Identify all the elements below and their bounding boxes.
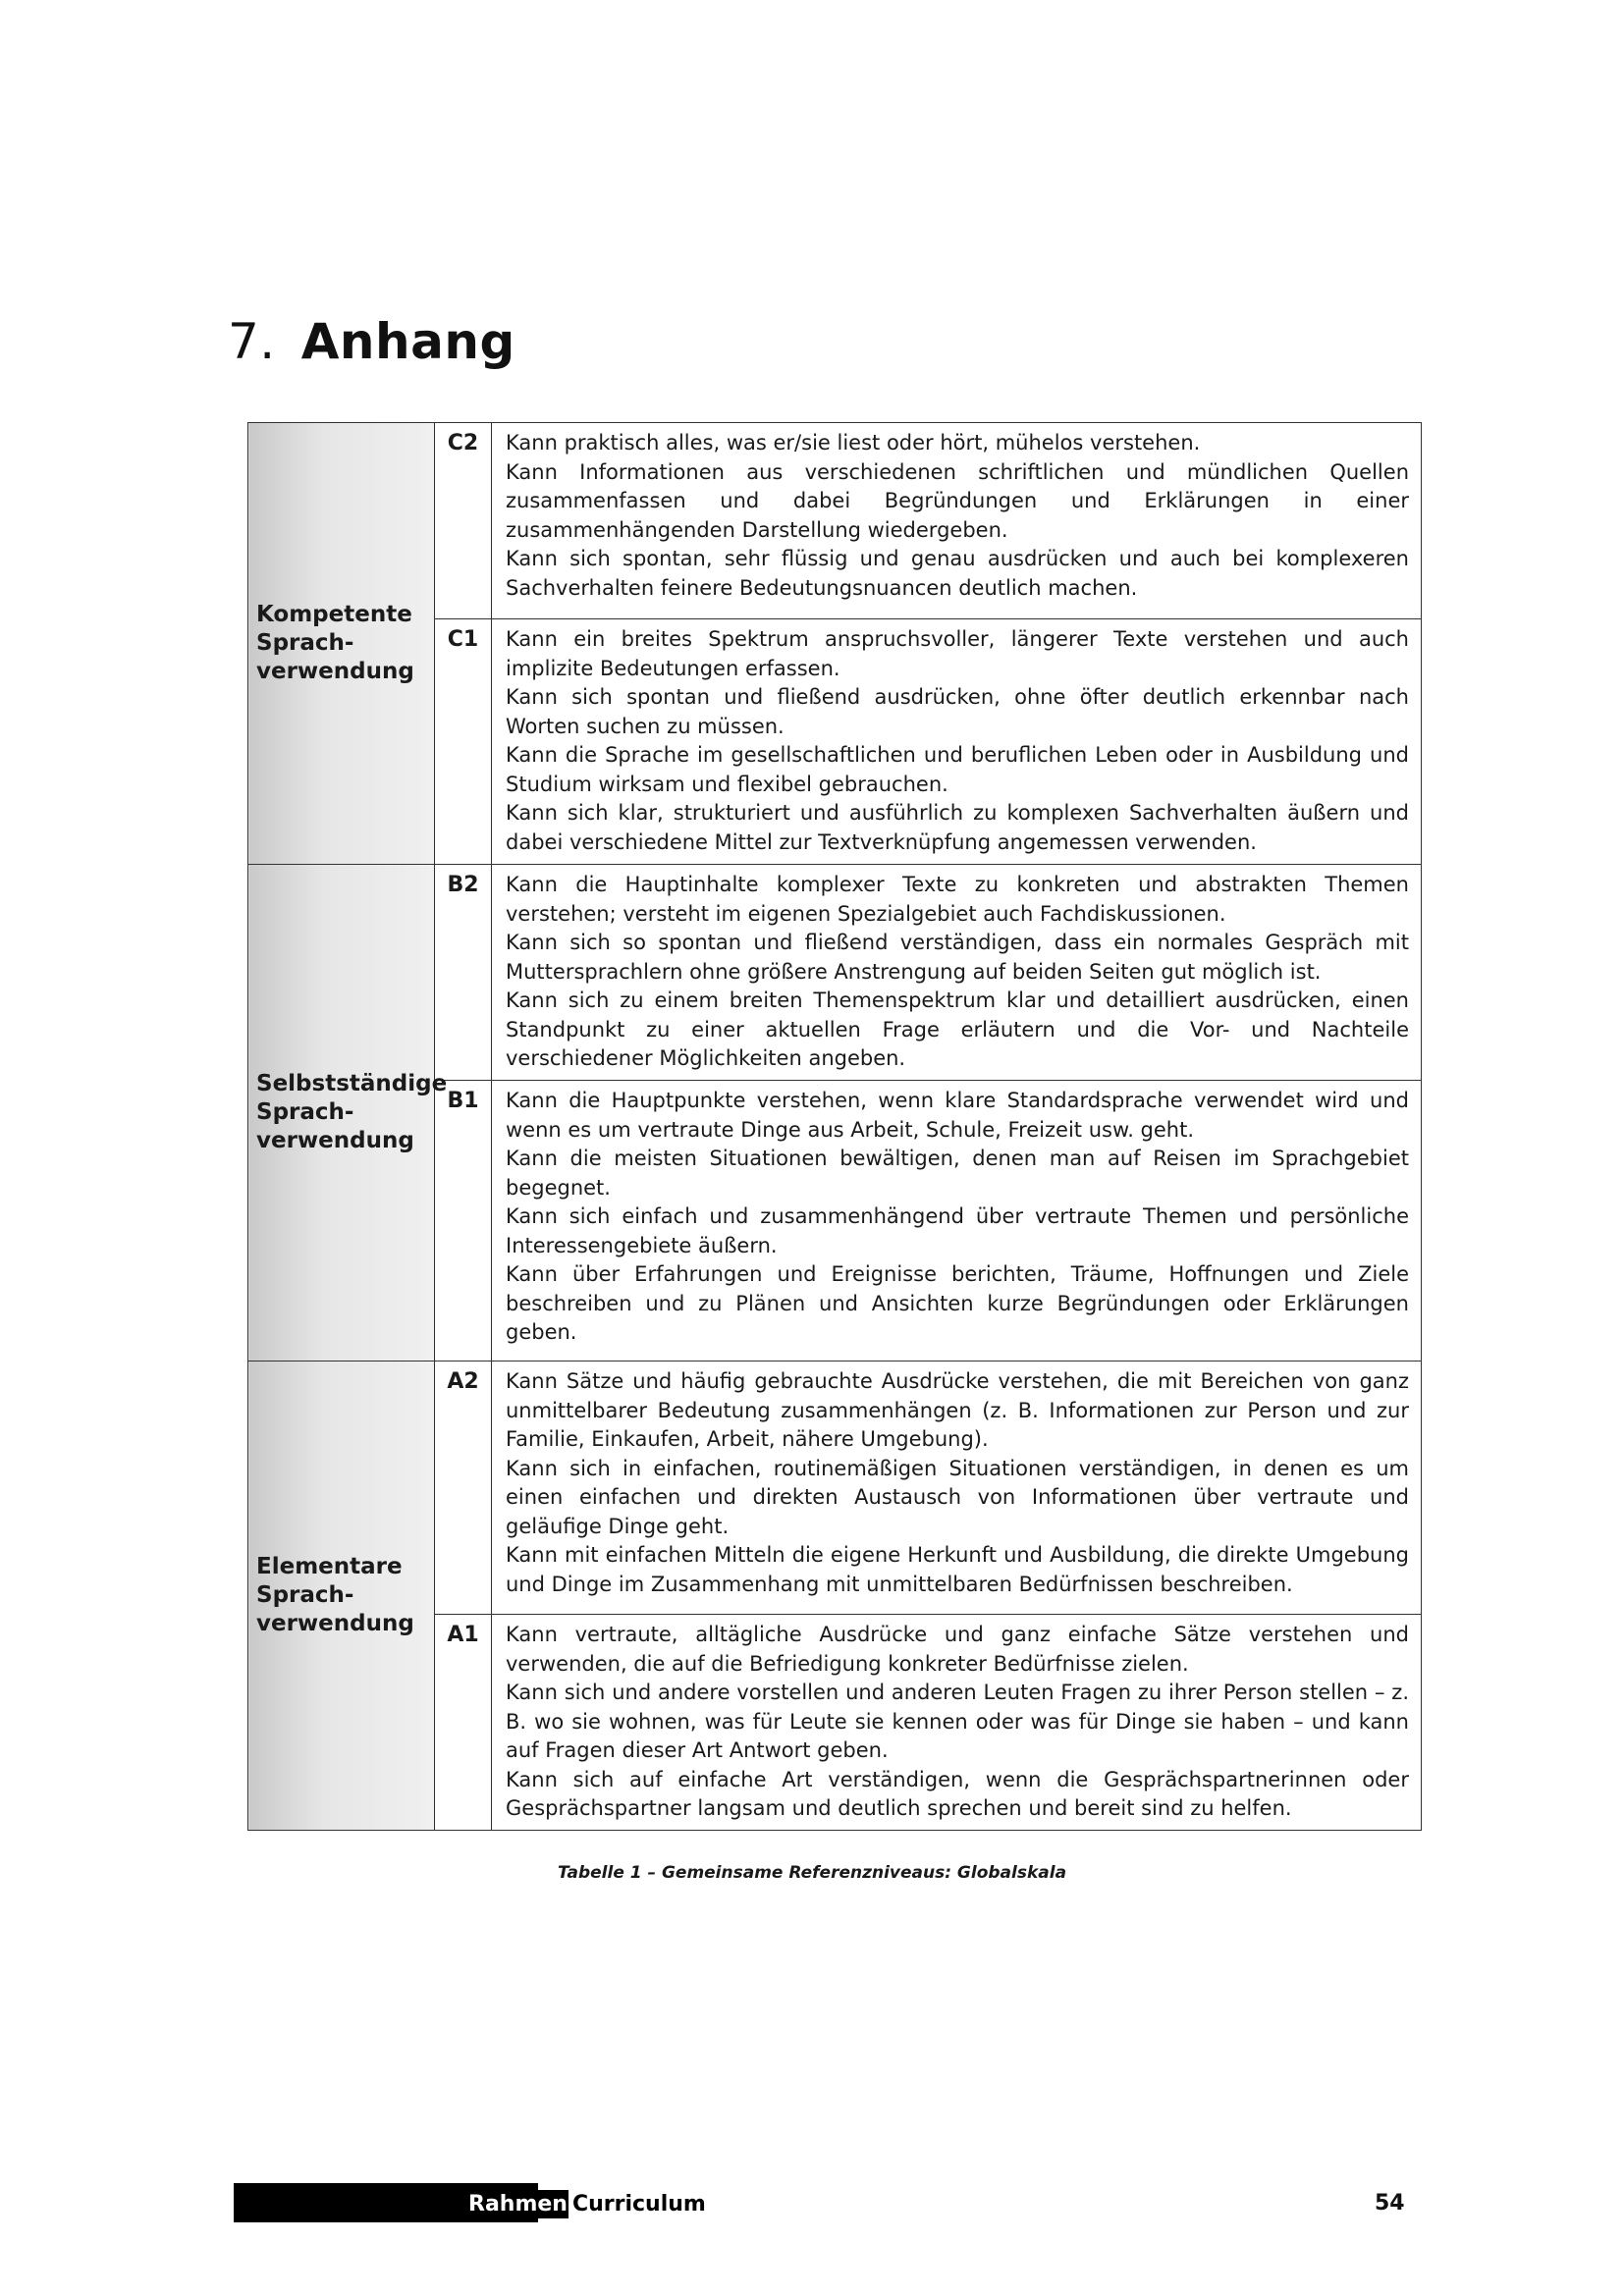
level-code: B1 (435, 1081, 492, 1362)
table-row (248, 1362, 1422, 1615)
group-label: Selbstständige Sprach- verwendung (256, 1071, 448, 1153)
group-label: Elementare Sprach- verwendung (256, 1554, 414, 1636)
descriptor-line: Kann Sätze und häufig gebrauchte Ausdrücke verstehen, die mit Bereichen von ganz unmittelbarer Bedeutung zusammenhängen (z. B. Informationen zur Person und zur Familie, Einkaufen, Arbeit, nähere Umgebung). (506, 1369, 1409, 1451)
reference-levels-table (247, 422, 1422, 1831)
level-code: A2 (435, 1362, 492, 1615)
level-description (492, 865, 1422, 1081)
descriptor-line: Kann mit einfachen Mitteln die eigene Herkunft und Ausbildung, die direkte Umgebung und Dinge im Zusammenhang mit unmittelbaren Bedürfnissen beschreiben. (506, 1543, 1409, 1596)
section-number: 7. (228, 312, 276, 370)
descriptor-line: Kann praktisch alles, was er/sie liest oder hört, mühelos verstehen. (506, 431, 1201, 454)
descriptor-line: Kann sich und andere vorstellen und anderen Leuten Fragen zu ihrer Person stellen – z. B. wo sie wohnen, was für Leute sie kennen oder was für Dinge sie haben – und kann auf Fragen dieser Art Antwort geben. (506, 1681, 1409, 1762)
descriptor-line: Kann sich so spontan und fließend verständigen, dass ein normales Gespräch mit Muttersprachlern ohne größere Anstrengung auf beiden Seiten gut möglich ist. (506, 931, 1409, 984)
level-description (492, 619, 1422, 865)
level-description (492, 1615, 1422, 1831)
table-row (248, 423, 1422, 619)
table-row (248, 865, 1422, 1081)
descriptor-line: Kann sich spontan und fließend ausdrücken, ohne öfter deutlich erkennbar nach Worten suchen zu müssen. (506, 685, 1409, 738)
descriptor-line: Kann Informationen aus verschiedenen schriftlichen und mündlichen Quellen zusammenfassen und dabei Begründungen und Erklärungen in einer zusammenhängenden Darstellung wiedergeben. (506, 459, 1409, 542)
level-description (492, 1081, 1422, 1362)
descriptor-line: Kann sich einfach und zusammenhängend über vertraute Themen und persönliche Interessengebiete äußern. (506, 1204, 1409, 1257)
level-code: B2 (435, 865, 492, 1081)
descriptor-line: Kann die Sprache im gesellschaftlichen und beruflichen Leben oder in Ausbildung und Studium wirksam und flexibel gebrauchen. (506, 743, 1409, 796)
descriptor-line: Kann sich zu einem breiten Themenspektrum klar und detailliert ausdrücken, einen Standpunkt zu einer aktuellen Frage erläutern und die Vor- und Nachteile verschiedener Möglichkeiten angeben. (506, 988, 1409, 1070)
level-description (492, 1362, 1422, 1615)
section-title: Anhang (300, 312, 515, 370)
group-cell (248, 865, 448, 1362)
level-description (492, 423, 1422, 619)
page-number: 54 (1375, 2191, 1405, 2216)
group-label: Kompetente Sprach- verwendung (256, 602, 414, 684)
descriptor-line: Kann ein breites Spektrum anspruchsvoller, längerer Texte verstehen und auch implizite Bedeutungen erfassen. (506, 627, 1409, 680)
footer-logo (468, 2187, 710, 2220)
descriptor-line: Kann sich spontan, sehr flüssig und genau ausdrücken und auch bei komplexeren Sachverhalten feinere Bedeutungsnuancen deutlich machen. (506, 547, 1409, 600)
level-code: C1 (435, 619, 492, 865)
descriptor-line: Kann die Hauptpunkte verstehen, wenn klare Standardsprache verwendet wird und wenn es um vertraute Dinge aus Arbeit, Schule, Freizeit usw. geht. (506, 1089, 1409, 1142)
logo-part-curriculum: Curriculum (568, 2190, 710, 2218)
level-code: A1 (435, 1615, 492, 1831)
descriptor-line: Kann über Erfahrungen und Ereignisse berichten, Träume, Hoffnungen und Ziele beschreiben und zu Plänen und Ansichten kurze Begründungen oder Erklärungen geben. (506, 1262, 1409, 1344)
group-cell (248, 1362, 435, 1831)
descriptor-line: Kann die Hauptinhalte komplexer Texte zu konkreten und abstrakten Themen verstehen; versteht im eigenen Spezialgebiet auch Fachdiskussionen. (506, 873, 1409, 926)
section-heading (228, 313, 515, 370)
group-cell (248, 423, 435, 865)
level-code: C2 (435, 423, 492, 619)
descriptor-line: Kann vertraute, alltägliche Ausdrücke und ganz einfache Sätze verstehen und verwenden, die auf die Befriedigung konkreter Bedürfnisse zielen. (506, 1623, 1409, 1676)
descriptor-line: Kann sich klar, strukturiert und ausführlich zu komplexen Sachverhalten äußern und dabei verschiedene Mittel zur Textverknüpfung angemessen verwenden. (506, 801, 1409, 854)
descriptor-line: Kann sich in einfachen, routinemäßigen Situationen verständigen, in denen es um einen einfachen und direkten Austausch von Informationen über vertraute und geläufige Dinge geht. (506, 1456, 1409, 1538)
table-caption: Tabelle 1 – Gemeinsame Referenzniveaus: Globalskala (557, 1863, 1067, 1883)
descriptor-line: Kann die meisten Situationen bewältigen, denen man auf Reisen im Sprachgebiet begegnet. (506, 1147, 1409, 1200)
descriptor-line: Kann sich auf einfache Art verständigen, wenn die Gesprächspartnerinnen oder Gesprächspartner langsam und deutlich sprechen und bereit sind zu helfen. (506, 1767, 1409, 1820)
logo-part-rahmen: Rahmen (468, 2191, 568, 2216)
